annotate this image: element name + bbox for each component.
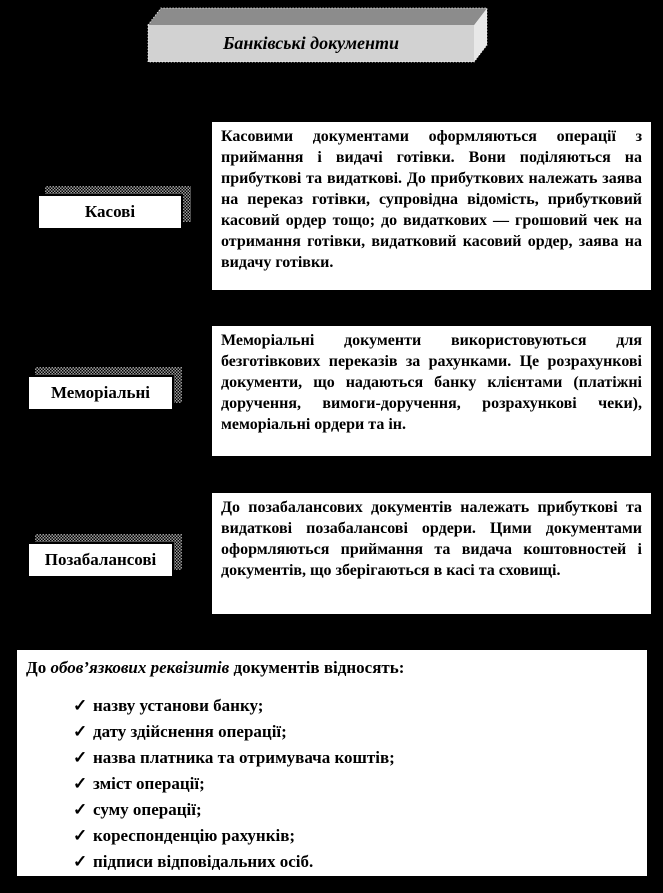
checkmark-icon: ✓ xyxy=(73,774,88,793)
checkmark-icon: ✓ xyxy=(73,722,88,741)
list-item xyxy=(73,693,637,719)
list-item xyxy=(73,797,637,823)
list-item xyxy=(73,823,637,849)
requisites-list xyxy=(26,693,637,875)
list-item-text: дату здійснення операції; xyxy=(93,722,287,741)
list-item-text: кореспонденцію рахунків; xyxy=(93,826,296,845)
list-item xyxy=(73,719,637,745)
category-label-pozabalansovi: Позабалансові xyxy=(27,542,174,578)
list-item-text: зміст операції; xyxy=(93,774,205,793)
list-item-text: підписи відповідальних осіб. xyxy=(93,852,314,871)
list-item xyxy=(73,745,637,771)
title-box-top-face xyxy=(148,8,487,25)
description-kasovi: Касовими документами оформляються операції з приймання і видачі готівки. Вони поділяються на прибуткові та видаткові. До прибуткових належать заява на переказ готівки, супровідна відомість, прибутковий касовий ордер тощо; до видаткових — грошовий чек на отримання готівки, видатковий касовий ордер, заява на видачу готівки. xyxy=(210,120,653,292)
checkmark-icon: ✓ xyxy=(73,826,88,845)
list-item-text: назву установи банку; xyxy=(93,696,264,715)
list-item xyxy=(73,849,637,875)
category-label-kasovi: Касові xyxy=(37,194,183,230)
checkmark-icon: ✓ xyxy=(73,852,88,871)
checkmark-icon: ✓ xyxy=(73,800,88,819)
list-item xyxy=(73,771,637,797)
requisites-intro-prefix: До xyxy=(26,658,51,677)
description-pozabalansovi: До позабалансових документів належать прибуткові та видаткові позабалансові ордери. Цими документами оформляються приймання та видача коштовностей і документів, що зберігаються в касі та сховищі. xyxy=(210,491,653,616)
list-item-text: суму операції; xyxy=(93,800,202,819)
checkmark-icon: ✓ xyxy=(73,748,88,767)
requisites-intro-suffix: документів відносять: xyxy=(229,658,405,677)
description-memorialni: Меморіальні документи використовуються для безготівкових переказів за рахунками. Це розрахункові документи, що надаються банку клієнтами (платіжні доручення, вимоги-доручення, розрахункові чеки), меморіальні ордери та ін. xyxy=(210,324,653,458)
requisites-box xyxy=(15,648,649,878)
requisites-intro-emphasis: обов’язкових реквізитів xyxy=(50,658,230,677)
checkmark-icon: ✓ xyxy=(73,696,88,715)
requisites-intro xyxy=(26,657,637,679)
category-label-memorialni: Меморіальні xyxy=(27,375,174,411)
diagram-title: Банківські документи xyxy=(222,33,400,53)
list-item-text: назва платника та отримувача коштів; xyxy=(93,748,395,767)
